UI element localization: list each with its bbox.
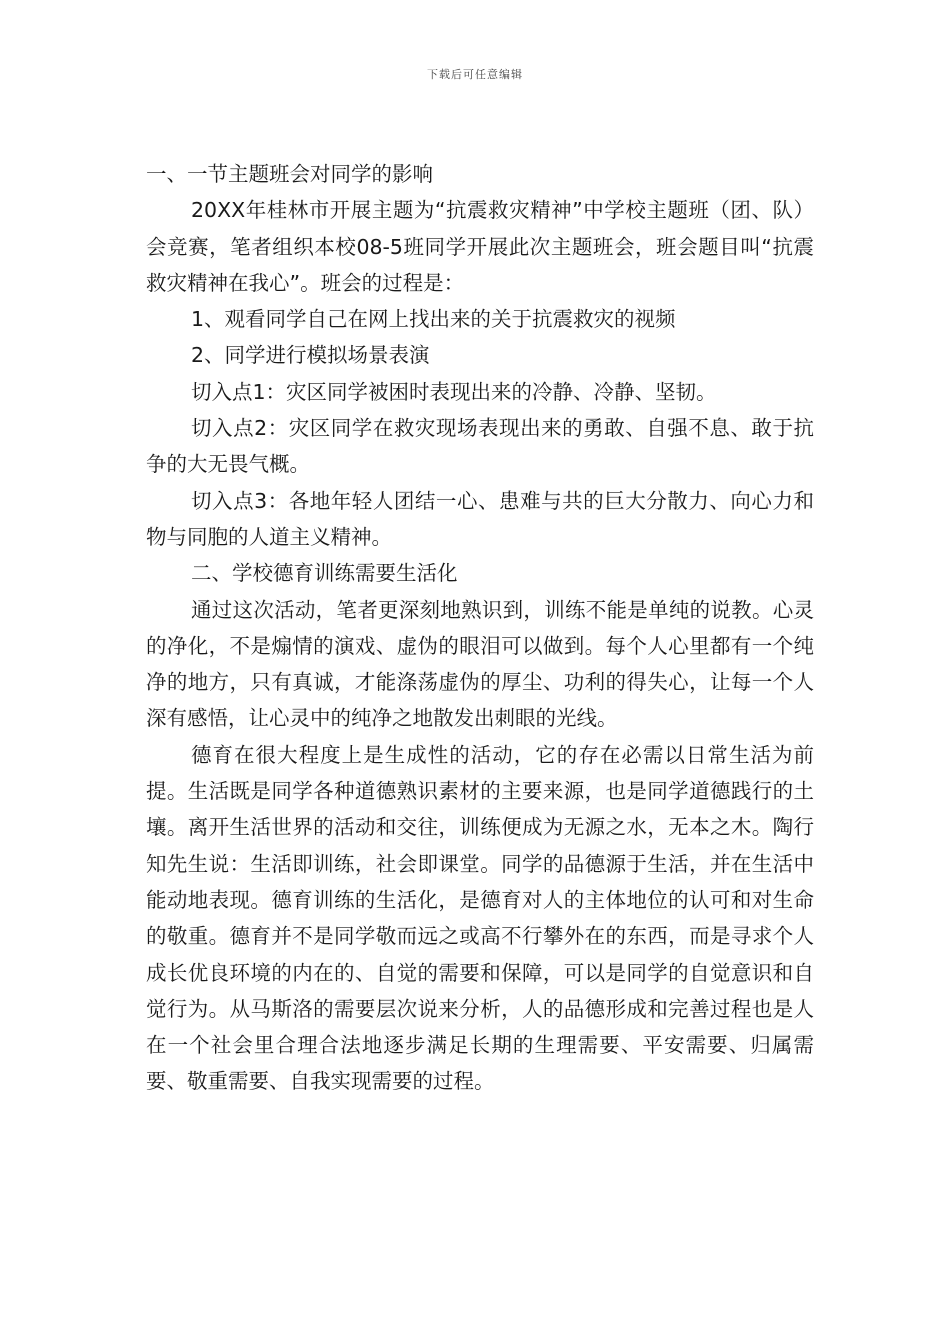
list-item: 1、观看同学自己在网上找出来的关于抗震救灾的视频: [191, 307, 676, 332]
section-heading-1: 一、一节主题班会对同学的影响: [146, 162, 433, 186]
paragraph: 通过这次活动，笔者更深刻地熟识到，训练不能是单纯的说教。心灵的净化，不是煽情的演戏、虚伪的眼泪可以做到。每个人心里都有一个纯净的地方，只有真诚，才能涤荡虚伪的厚尘、功利的得失心，让每一个人深有感悟，让心灵中的纯净之地散发出刺眼的光线。: [146, 597, 814, 731]
paragraph: 德育在很大程度上是生成性的活动，它的存在必需以日常生活为前提。生活既是同学各种道德熟识素材的主要来源，也是同学道德践行的土壤。离开生活世界的活动和交往，训练便成为无源之水，无本之木。陶行知先生说：生活即训练，社会即课堂。同学的品德源于生活，并在生活中能动地表现。德育训练的生活化，是德育对人的主体地位的认可和对生命的敬重。德育并不是同学敬而远之或高不行攀外在的东西，而是寻求个人成长优良环境的内在的、自觉的需要和保障，可以是同学的自觉意识和自觉行为。从马斯洛的需要层次说来分析，人的品德形成和完善过程也是人在一个社会里合理合法地逐步满足长期的生理需要、平安需要、归属需要、敬重需要、自我实现需要的过程。: [146, 742, 814, 1094]
paragraph: 切入点3：各地年轻人团结一心、患难与共的巨大分散力、向心力和物与同胞的人道主义精神。: [146, 488, 814, 549]
paragraph: 切入点2：灾区同学在救灾现场表现出来的勇敢、自强不息、敢于抗争的大无畏气概。: [146, 416, 814, 477]
list-item: 2、同学进行模拟场景表演: [191, 343, 430, 368]
paragraph: 切入点1：灾区同学被困时表现出来的冷静、冷静、坚韧。: [191, 379, 717, 404]
page-header-note: 下载后可任意编辑: [427, 68, 523, 81]
document-body: [146, 156, 814, 1100]
section-heading-2: 二、学校德育训练需要生活化: [191, 561, 458, 586]
paragraph: 20XX年桂林市开展主题为“抗震救灾精神”中学校主题班（团、队）会竞赛，笔者组织本校08-5班同学开展此次主题班会，班会题目叫“抗震救灾精神在我心”。班会的过程是：: [146, 198, 814, 295]
